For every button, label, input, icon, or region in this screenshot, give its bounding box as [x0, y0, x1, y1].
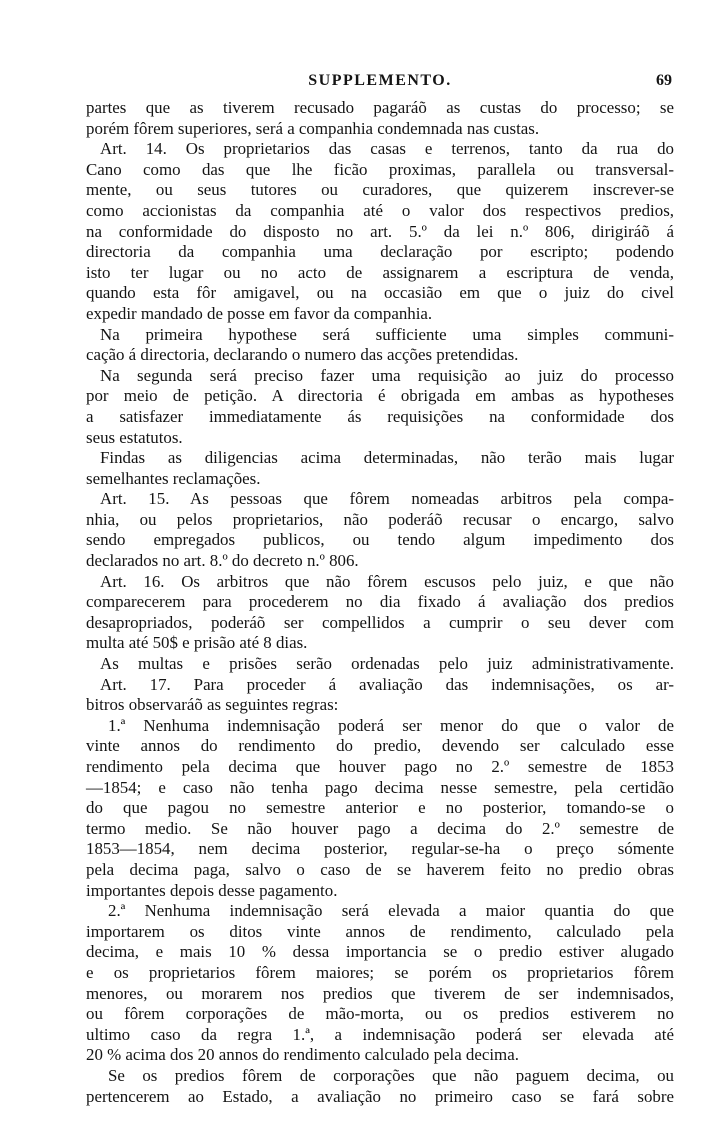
text-line: termo medio. Se não houver pago a decima do 2.º semestre de [86, 818, 674, 838]
text-line: Se os predios fôrem de corporações que não paguem decima, ou [108, 1065, 674, 1085]
text-line: importarem os ditos vinte annos de rendimento, calculado pela [86, 921, 674, 941]
text-line: expedir mandado de posse em favor da companhia. [86, 303, 433, 323]
text-line: como accionistas da companhia até o valor dos respectivos predios, [86, 200, 674, 220]
body-text [86, 98, 674, 1107]
text-line: multa até 50$ e prisão até 8 dias. [86, 633, 308, 653]
text-line: mente, ou seus tutores ou curadores, que quizerem inscrever-se [86, 180, 674, 200]
text-line: do que pagou no semestre anterior e no posterior, tomando-se o [86, 798, 674, 818]
text-line: directoria da companhia uma declaração por escripto; podendo [86, 242, 674, 262]
text-line: menores, ou morarem nos predios que tiverem de ser indemnisados, [86, 983, 674, 1003]
text-line: Art. 15. As pessoas que fôrem nomeadas arbitros pela compa- [100, 489, 674, 509]
text-line: vinte annos do rendimento do predio, devendo ser calculado esse [86, 736, 674, 756]
text-line: e os proprietarios fôrem maiores; se porém os proprietarios fôrem [86, 962, 674, 982]
text-line: —1854; e caso não tenha pago decima nesse semestre, pela certidão [86, 777, 674, 797]
text-line: comparecerem para procederem no dia fixado á avaliação dos predios [86, 592, 674, 612]
text-line: seus estatutos. [86, 427, 183, 447]
text-line: Art. 14. Os proprietarios das casas e terrenos, tanto da rua do [100, 139, 674, 159]
text-line: sendo empregados publicos, ou tendo algum impedimento dos [86, 530, 674, 550]
text-line: Art. 17. Para proceder á avaliação das indemnisações, os ar- [100, 674, 674, 694]
text-line: ou fôrem corporações de mão-morta, ou os predios estiverem no [86, 1004, 674, 1024]
text-line: na conformidade do disposto no art. 5.º da lei n.º 806, dirigiráõ á [86, 221, 674, 241]
text-line: Na primeira hypothese será sufficiente uma simples communi- [100, 324, 674, 344]
text-line: 2.ª Nenhuma indemnisação será elevada a maior quantia do que [108, 901, 674, 921]
text-line: cação á directoria, declarando o numero das acções pretendidas. [86, 345, 519, 365]
page-header [86, 72, 674, 94]
text-line: desapropriados, poderáõ ser compellidos a cumprir o seu dever com [86, 612, 674, 632]
text-line: quando esta fôr amigavel, ou na occasião em que o juiz do civel [86, 283, 674, 303]
text-line: Cano como das que lhe ficão proximas, parallela ou transversal- [86, 159, 674, 179]
text-line: Art. 16. Os arbitros que não fôrem escusos pelo juiz, e que não [100, 571, 674, 591]
text-line: partes que as tiverem recusado pagaráõ as custas do processo; se [86, 98, 674, 117]
text-line: rendimento pela decima que houver pago no 2.º semestre de 1853 [86, 757, 674, 776]
page-number: 69 [656, 72, 672, 89]
text-line: nhia, ou pelos proprietarios, não poderáõ recusar o encargo, salvo [86, 509, 674, 529]
text-line: importantes depois desse pagamento. [86, 880, 338, 900]
text-line: Findas as diligencias acima determinadas, não terão mais lugar [100, 448, 674, 468]
text-line: bitros observaráõ as seguintes regras: [86, 695, 339, 715]
text-line: 20 % acima dos 20 annos do rendimento calculado pela decima. [86, 1045, 519, 1065]
text-line: a satisfazer immediatamente ás requisições na conformidade dos [86, 406, 674, 426]
text-line: 1853—1854, nem decima posterior, regular-se-ha o preço sómente [86, 839, 674, 859]
text-line: por meio de petição. A directoria é obrigada em ambas as hypotheses [86, 386, 674, 406]
text-line: declarados no art. 8.º do decreto n.º 806. [86, 551, 359, 571]
text-line: semelhantes reclamações. [86, 468, 261, 488]
text-line: pela decima paga, salvo o caso de se haverem feito no predio obras [86, 859, 674, 879]
text-line: 1.ª Nenhuma indemnisação poderá ser menor do que o valor de [108, 715, 674, 735]
text-line: ultimo caso da regra 1.ª, a indemnisação poderá ser elevada até [86, 1024, 674, 1044]
running-title: SUPPLEMENTO. [308, 72, 452, 89]
text-line: pertencerem ao Estado, a avaliação no primeiro caso se fará sobre [86, 1086, 674, 1106]
text-line: porém fôrem superiores, será a companhia condemnada nas custas. [86, 118, 540, 138]
book-page [86, 72, 674, 1107]
text-line: isto ter lugar ou no acto de assignarem a escriptura de venda, [86, 262, 674, 282]
text-line: As multas e prisões serão ordenadas pelo juiz administrativamente. [100, 654, 674, 674]
text-line: Na segunda será preciso fazer uma requisição ao juiz do processo [100, 365, 674, 385]
text-line: decima, e mais 10 % dessa importancia se o predio estiver alugado [86, 942, 674, 962]
